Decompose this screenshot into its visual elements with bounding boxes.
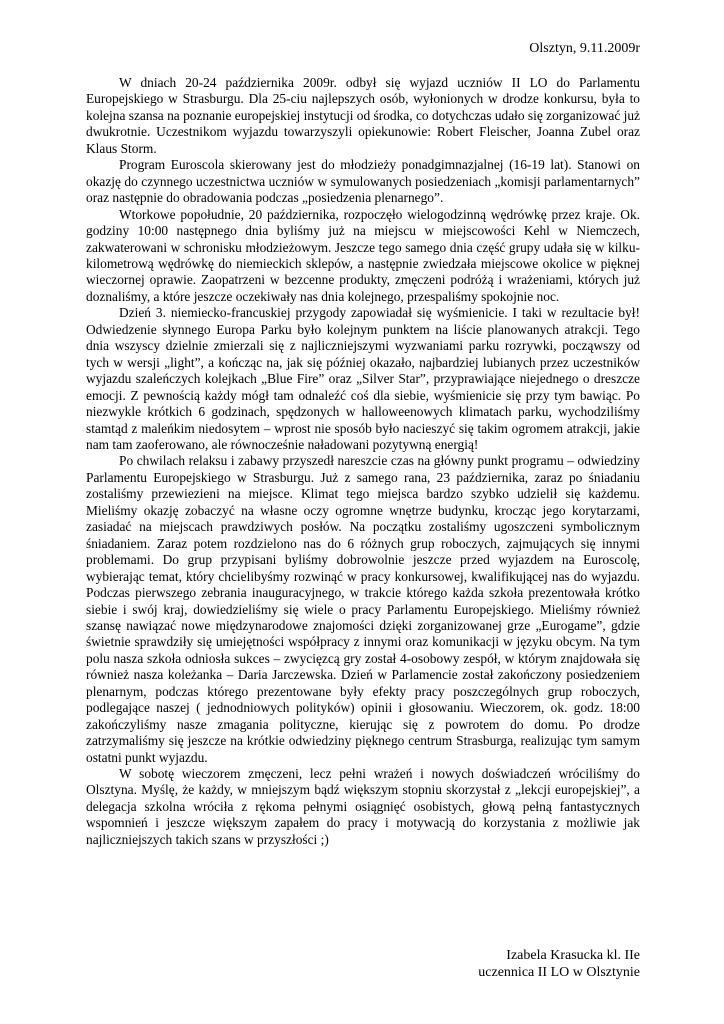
- paragraph-intro: W dniach 20-24 października 2009r. odbył się wyjazd uczniów II LO do Parlamentu Europejskiego w Strasburgu. Dla 25-ciu najlepszych osób, wyłonionych w drodze konkursu, była to kolejna szansa na poznanie europejskiej instytucji od środka, co dotychczas udało się zorganizować już dwukrotnie. Uczestnikom wyjazdu towarzyszyli opiekunowie: Robert Fleischer, Joanna Zubel oraz Klaus Storm.: [86, 75, 640, 156]
- document-page: [86, 40, 640, 1010]
- paragraph-return: W sobotę wieczorem zmęczeni, lecz pełni wrażeń i nowych doświadczeń wróciliśmy do Olsztyna. Myślę, że każdy, w mniejszym bądź większym stopniu skorzystał z „lekcji europejskiej”, a delegacja szkolna wróciła z rękoma pełnymi osiągnięć osobistych, głową pełną fantastycznych wspomnień i jeszcze większym zapałem do pracy i motywacją do korzystania z możliwie jak najliczniejszych takich szans w przyszłości ;): [86, 766, 640, 847]
- signature-block: [478, 947, 640, 981]
- paragraph-program: Program Euroscola skierowany jest do młodzieży ponadgimnazjalnej (16-19 lat). Stanowi on okazję do czynnego uczestnictwa uczniów w symulowanych posiedzeniach „komisji parlamentarnych” oraz następnie do obradowania podczas „posiedzenia plenarnego”.: [86, 157, 640, 206]
- document-date: Olsztyn, 9.11.2009r: [529, 41, 640, 56]
- signature-role: uczennica II LO w Olsztynie: [478, 965, 640, 980]
- paragraph-parliament: Po chwilach relaksu i zabawy przyszedł nareszcie czas na główny punkt programu – odwiedziny Parlamentu Europejskiego w Strasburgu. Już z samego rana, 23 października, zaraz po śniadaniu zostaliśmy przewiezieni na miejsce. Klimat tego miejsca bardzo szybko udzielił się każdemu. Mieliśmy okazję zobaczyć na własne oczy ogromne wnętrze budynku, krocząc jego korytarzami, zasiadać na miejscach prawdziwych posłów. Na początku zostaliśmy ugoszczeni symbolicznym śniadaniem. Zaraz potem rozdzielono nas do 6 różnych grup roboczych, zajmujących się innymi problemami. Do grup przypisani byliśmy dobrowolnie jeszcze przed wyjazdem na Euroscolę, wybierając temat, który chcielibyśmy rozwinąć w pracy konkursowej, kwalifikującej nas do wyjazdu. Podczas pierwszego zebrania inauguracyjnego, w trakcie którego każda szkoła prezentowała krótko siebie i swój kraj, dowiedzieliśmy się wiele o pracy Parlamentu Europejskiego. Mieliśmy również szansę nawiązać nowe międzynarodowe znajomości dzięki zorganizowanej grze „Eurogame”, gdzie świetnie sprawdziły się umiejętności współpracy z innymi oraz komunikacji w języku obcym. Na tym polu nasza szkoła odniosła sukces – zwycięzcą gry został 4-osobowy zespół, w którym znajdowała się również nasza koleżanka – Daria Jarczewska. Dzień w Parlamencie został zakończony posiedzeniem plenarnym, podczas którego prezentowane były efekty pracy poszczególnych grup roboczych, podlegające naszej ( jednodniowych polityków) opinii i głosowaniu. Wieczorem, ok. godz. 18:00 zakończyliśmy nasze zmagania polityczne, kierując się z powrotem do domu. Po drodze zatrzymaliśmy się jeszcze na krótkie odwiedziny pięknego centrum Strasburga, realizując tym samym ostatni punkt wyjazdu.: [86, 453, 640, 765]
- signature-author: Izabela Krasucka kl. IIe: [506, 948, 640, 963]
- paragraph-europa-park: Dzień 3. niemiecko-francuskiej przygody zapowiadał się wyśmienicie. I taki w rezultacie był! Odwiedzenie słynnego Europa Parku było kolejnym punktem na liście planowanych atrakcji. Tego dnia wszyscy dzielnie zmierzali się z najliczniejszymi wyzwaniami parku rozrywki, począwszy od tych w wersji „light”, a kończąc na, jak się później okazało, najbardziej lubianych przez uczestników wyjazdu szaleńczych kolejkach „Blue Fire” oraz „Silver Star”, przyprawiające niejednego o dreszcze emocji. Z pewnością każdy mógł tam odnaleźć coś dla siebie, wyśmienicie się przy tym bawiąc. Po niezwykle krótkich 6 godzinach, spędzonych w halloweenowych klimatach parku, wychodziliśmy stamtąd z maleńkim niedosytem – wprost nie sposób było nacieszyć się takim ogromem atrakcji, jakie nam tam zaoferowano, ale równocześnie naładowani pozytywną energią!: [86, 305, 640, 452]
- paragraph-journey: Wtorkowe popołudnie, 20 października, rozpoczęło wielogodzinną wędrówkę przez kraje. Ok. godziny 10:00 następnego dnia byliśmy już na miejscu w miejscowości Kehl w Niemczech, zakwaterowani w schronisku młodzieżowym. Jeszcze tego samego dnia część grupy udała się w kilku-kilometrową wędrówkę do niemieckich sklepów, a następnie zwiedzała miejscowe okolice w pięknej wieczornej oprawie. Zaopatrzeni w bezcenne produkty, zmęczeni podróżą i wrażeniami, których już doznaliśmy, a które jeszcze oczekiwały nas dnia kolejnego, przespaliśmy spokojnie noc.: [86, 206, 640, 304]
